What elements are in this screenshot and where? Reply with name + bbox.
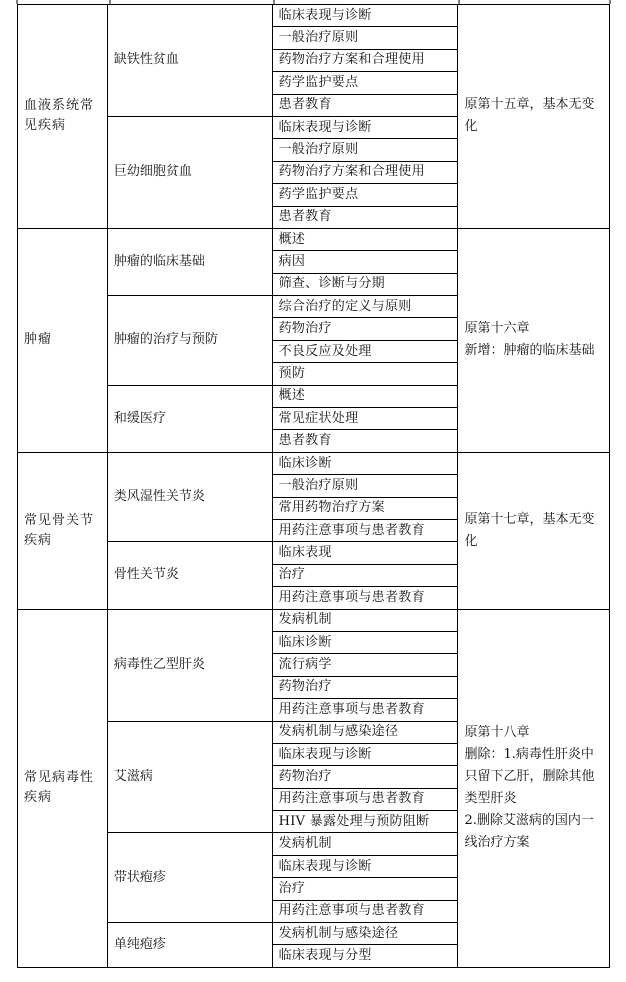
topic-cell: 不良反应及处理 (272, 340, 458, 362)
topic-cell: 临床表现与诊断 (272, 5, 458, 27)
syllabus-change-table (17, 4, 610, 968)
change-note-line: 删除：1.病毒性肝炎中只留下乙肝，删除其他类型肝炎 (464, 747, 595, 807)
subsection-cell: 骨性关节炎 (107, 542, 272, 609)
change-note-cell (458, 609, 610, 967)
subsection-cell: 缺铁性贫血 (107, 5, 272, 117)
topic-cell: 筛查、诊断与分期 (272, 273, 458, 295)
topic-cell: 临床诊断 (272, 631, 458, 653)
topic-cell: 临床表现与诊断 (272, 743, 458, 765)
topic-cell: 药物治疗 (272, 318, 458, 340)
topic-cell: 药物治疗方案和合理使用 (272, 49, 458, 71)
change-note-cell (458, 228, 610, 452)
disease-category-cell: 血液系统常见疾病 (18, 5, 108, 229)
topic-cell: 治疗 (272, 878, 458, 900)
topic-cell: 发病机制 (272, 833, 458, 855)
topic-cell: 用药注意事项与患者教育 (272, 699, 458, 721)
table-row (18, 452, 610, 474)
subsection-cell: 肿瘤的临床基础 (107, 228, 272, 295)
topic-cell: 临床表现 (272, 542, 458, 564)
topic-cell: 患者教育 (272, 206, 458, 228)
subsection-cell: 巨幼细胞贫血 (107, 116, 272, 228)
subsection-cell: 和缓医疗 (107, 385, 272, 452)
topic-cell: 发病机制与感染途径 (272, 923, 458, 945)
topic-cell: 用药注意事项与患者教育 (272, 587, 458, 609)
change-note-line: 原第十七章，基本无变化 (464, 511, 595, 549)
change-note-line: 原第十八章 (464, 725, 530, 741)
topic-cell: 临床表现与诊断 (272, 116, 458, 138)
topic-cell: 临床诊断 (272, 452, 458, 474)
disease-category-cell: 常见骨关节疾病 (18, 452, 108, 609)
topic-cell: 药物治疗 (272, 766, 458, 788)
topic-cell: 用药注意事项与患者教育 (272, 519, 458, 541)
topic-cell: 概述 (272, 385, 458, 407)
topic-cell: HIV 暴露处理与预防阻断 (272, 811, 458, 833)
subsection-cell: 带状疱疹 (107, 833, 272, 923)
topic-cell: 预防 (272, 363, 458, 385)
change-note-cell (458, 452, 610, 609)
topic-cell: 患者教育 (272, 430, 458, 452)
topic-cell: 综合治疗的定义与原则 (272, 296, 458, 318)
topic-cell: 药物治疗方案和合理使用 (272, 161, 458, 183)
topic-cell: 临床表现与诊断 (272, 855, 458, 877)
table-row (18, 5, 610, 27)
subsection-cell: 类风湿性关节炎 (107, 452, 272, 542)
change-note-line: 原第十五章，基本无变化 (464, 97, 595, 135)
topic-cell: 治疗 (272, 564, 458, 586)
subsection-cell: 病毒性乙型肝炎 (107, 609, 272, 721)
table-row (18, 609, 610, 631)
table-row (18, 228, 610, 250)
topic-cell: 药学监护要点 (272, 72, 458, 94)
topic-cell: 常用药物治疗方案 (272, 497, 458, 519)
subsection-cell: 肿瘤的治疗与预防 (107, 296, 272, 386)
topic-cell: 发病机制 (272, 609, 458, 631)
topic-cell: 概述 (272, 228, 458, 250)
topic-cell: 流行病学 (272, 654, 458, 676)
topic-cell: 药学监护要点 (272, 184, 458, 206)
topic-cell: 一般治疗原则 (272, 475, 458, 497)
disease-category-cell: 肿瘤 (18, 228, 108, 452)
topic-cell: 一般治疗原则 (272, 27, 458, 49)
topic-cell: 临床表现与分型 (272, 945, 458, 967)
topic-cell: 病因 (272, 251, 458, 273)
change-note-line: 原第十六章 (464, 321, 530, 337)
change-note-line: 新增：肿瘤的临床基础 (464, 343, 595, 359)
subsection-cell: 单纯疱疹 (107, 923, 272, 968)
topic-cell: 一般治疗原则 (272, 139, 458, 161)
topic-cell: 发病机制与感染途径 (272, 721, 458, 743)
change-note-cell (458, 5, 610, 229)
topic-cell: 用药注意事项与患者教育 (272, 788, 458, 810)
topic-cell: 用药注意事项与患者教育 (272, 900, 458, 922)
disease-category-cell: 常见病毒性疾病 (18, 609, 108, 967)
topic-cell: 常见症状处理 (272, 408, 458, 430)
topic-cell: 患者教育 (272, 94, 458, 116)
change-note-line: 2.删除艾滋病的国内一线治疗方案 (464, 813, 594, 851)
topic-cell: 药物治疗 (272, 676, 458, 698)
subsection-cell: 艾滋病 (107, 721, 272, 833)
